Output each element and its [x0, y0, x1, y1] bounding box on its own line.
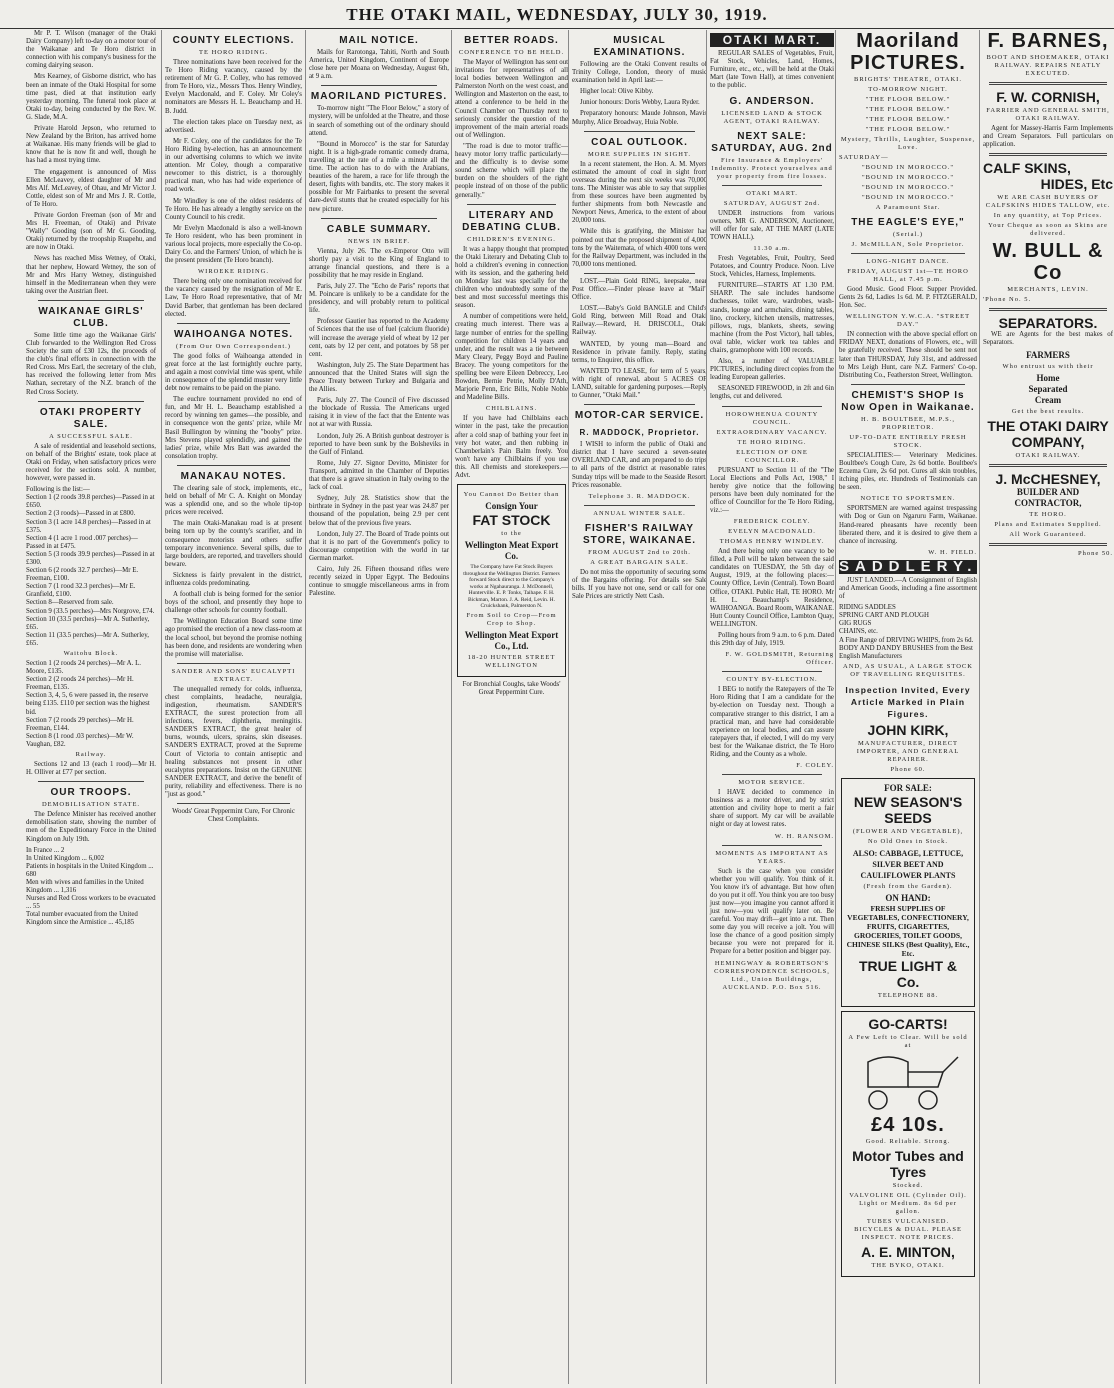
divider — [584, 505, 695, 506]
by-election-heading: COUNTY BY-ELECTION. — [726, 676, 818, 684]
news-paragraph: In a recent statement, the Hon. A. M. Myers estimated the amount of coal in sight from overseas during the next six weeks was 70,000 tons. The Minister was able to say that supplies from these sources have been augmented by further shipments from both Newcastle and Newport News, America, to the extent of about 20,000 tons. — [572, 160, 707, 225]
tomorrow: TO-MORROW NIGHT. — [868, 86, 948, 93]
dance-detail: Good Music. Good Floor. Supper Provided. Gents 2s 6d, Ladies 1s 6d. M. P. FITZGERALD, Hon. Sec. — [839, 286, 977, 310]
motor-tubes: Motor Tubes and Tyres — [852, 1147, 964, 1180]
council-heading: HOROWHENUA COUNTY COUNCIL. — [725, 410, 819, 426]
railway-text: Sections 12 and 13 (each 1 rood)—Mr H. H. Olliver at £77 per section. — [26, 761, 156, 777]
film-title: "BOUND IN MOROCCO." — [861, 184, 955, 191]
vacancy-text: PURSUANT to Section 11 of the "The Local Elections and Polls Act, 1908," I hereby give notice that the following persons have been duly nominated for the office of Councillor for the Te Horo Riding, viz.:— — [710, 466, 834, 514]
serial: (Serial.) — [892, 231, 924, 238]
mail-heading: MAIL NOTICE. — [339, 35, 419, 46]
mart2-text: UNDER instructions from various owners, MR G. ANDERSON, Auctioneer, will offer for sale, AT THE MART (LATE TOWN HALL). — [710, 209, 834, 241]
news-paragraph: Higher local: Olive Kibby. — [580, 88, 654, 96]
cornish-subtitle: FARRIER AND GENERAL SMITH, OTAKI RAILWAY. — [986, 107, 1110, 122]
divider — [38, 300, 144, 301]
list-item: Total number evacuated from the United Kingdom since the Armistice ... 45,185 — [26, 911, 138, 927]
list-item: SPRING CART AND PLOUGH — [839, 612, 930, 620]
gocarts-text: A Few Left to Clear. Will be sold at — [848, 1033, 968, 1049]
list-item: BODY AND DANDY BRUSHES from the Best English Manufacturers — [839, 644, 973, 660]
separators-heading: SEPARATORS. — [998, 315, 1098, 332]
vacancy-election: ELECTION OF ONE COUNCILLOR. — [736, 448, 808, 464]
cable-item: Rome, July 27. Signor Devitto, Minister for Transport, admitted in the Chamber of Deputies that there is a grave situation in Italy owing to the lack of coal. — [309, 459, 449, 492]
tehoro: TE HORO. — [1029, 511, 1067, 519]
theatre-name: BRIGHTS' THEATRE, OTAKI. — [854, 76, 962, 83]
inspection: Inspection Invited, Every Article Marked in Plain Figures. — [845, 684, 971, 719]
film-title: "BOUND IN MOROCCO." — [861, 174, 955, 181]
news-paragraph: Private Gordon Freeman (son of Mr and Mrs H. Freeman, of Otaki) and Private "Wally" Gooding (son of Mr G. Gooding, Otaki) returned by the troopship Ruapehu, and are now in Otaki. — [26, 211, 156, 252]
seeds-fresh: (Fresh from the Garden). — [863, 882, 953, 890]
pictures-text: Also, a number of VALUABLE PICTURES, including direct copies from the leading European galleries. — [710, 358, 834, 382]
troops-subheading: DEMOBILISATION STATE. — [41, 801, 141, 809]
mart2-date: SATURDAY, AUGUST 2nd. — [723, 199, 821, 207]
news-paragraph: The Mayor of Wellington has sent out invitations for representatives of all local bodies between Wellington and Palmerston North on the west coast, and Wellington and Masterton on the east, to attend a conference to be held in the Council Chamber on Thursday next to seriously consider the question of the improvement of the main arterial roads out of Wellington. — [455, 59, 568, 139]
divider — [722, 774, 822, 775]
polling-text: And there being only one vacancy to be filled, a Poll will be taken between the said candidates on TUESDAY, the 5th day of August, 1919, at the following places:— County Office, Levin (Central). Town Board Office, OTAKI. Public Hall, TE HORO. Mr H. L. Beauchamp's Residence, WAIHOANGA. Board Room, WAIKANAE. Hutt County Council Office, Lambton Quay, WELLINGTON. — [710, 548, 834, 628]
wiroeke-text: There being only one nomination received for the vacancy caused by the resignation of Mr E. Law, Te Horo Road representative, that of Mr David Barber, that gentleman has been declared elected. — [165, 278, 302, 318]
list-item: CHAINS, etc. — [839, 628, 878, 636]
fresh-stock: UP-TO-DATE ENTIRELY FRESH STOCK. — [849, 433, 967, 449]
waihoanga-heading: WAIHOANGA NOTES. — [174, 328, 293, 340]
gocarts-ad — [841, 1011, 975, 1277]
divider — [989, 82, 1107, 85]
chemist-heading: CHEMIST'S SHOP Is Now Open in Waikanae. — [841, 389, 975, 413]
separators-text: WE are Agents for the best makes of Separators. — [983, 331, 1113, 347]
kirk-subtitle: MANUFACTURER, DIRECT IMPORTER, AND GENERAL REPAIRER. — [856, 739, 960, 763]
list-item: Section 4 (1 acre 1 rood .007 perches)—Passed in at £475. — [26, 534, 138, 550]
pram-illustration — [848, 1052, 968, 1112]
cable-item: Sydney, July 28. Statistics show that the birthrate in Sydney in the past year was 24.87 per thousand of the population, being 2.9 per cent below that of the previous five years. — [309, 495, 449, 527]
cable-item: Paris, July 27. The Council of Five discussed the blockade of Russia. The Americans urged raising it in view of the fact that the Entente was not at war with Russia. — [309, 397, 449, 429]
kirk-phone: Phone 60. — [890, 765, 926, 773]
pictures-heading: MAORILAND PICTURES. — [310, 91, 448, 103]
column-2 — [161, 30, 302, 1384]
dairy-subtitle: OTAKI RAILWAY. — [1015, 452, 1081, 460]
list-item: RIDING SADDLES — [839, 604, 896, 612]
divider — [722, 671, 822, 672]
telephone: TELEPHONE 88. — [877, 991, 939, 999]
fat-stock-ad — [457, 484, 566, 677]
list-item: Section 6 (2 roods 32.7 perches)—Mr E. Freeman, £100. — [26, 567, 139, 583]
builder: BUILDER AND CONTRACTOR, — [1014, 487, 1082, 509]
list-item: Section 2 (3 roods)—Passed in at £800. — [26, 510, 136, 518]
returning-officer: F. W. GOLDSMITH, Returning Officer. — [725, 651, 834, 667]
plans: Plans and Estimates Supplied. — [994, 521, 1102, 529]
winter-sale: ANNUAL WINTER SALE. — [593, 509, 686, 517]
entrust: Who entrust us with their — [1002, 363, 1094, 371]
classified-ad: LOST.—Baby's Gold BANGLE and Child's Gold Ring, between Mill Road and Otaki Railway.—Reward, H. DRISCOLL, Otaki Railway. — [572, 305, 707, 337]
minton-name: A. E. MINTON, — [861, 1243, 955, 1260]
coley-signature: F. COLEY. — [796, 762, 834, 770]
home: Home — [1036, 373, 1060, 384]
chilblains-text: If you have had Chilblains each winter in the past, take the precaution after a cold snap of bathing your feet in very hot water, and then rubbing in Chamberlain's Pain Balm freely. You won't have any Chilblains if you use this. All chemists and storekeepers.—Advt. — [455, 415, 568, 480]
column-3 — [305, 30, 449, 1384]
manakau-heading: MANAKAU NOTES. — [180, 470, 287, 482]
news-paragraph: Mr P. T. Wilson (manager of the Otaki Dairy Company) left to-day on a motor tour of the Waikanae and Te Horo district in connection with his company's business for the coming dairying season. — [26, 30, 156, 70]
bull-phone: 'Phone No. 5. — [983, 296, 1032, 304]
elections-heading: COUNTY ELECTIONS. — [172, 35, 295, 46]
news-paragraph: Three nominations have been received for the Te Horo Riding vacancy, caused by the retirement of Mr G. P. Colley, who has removed from Te Horo, viz., Messrs Thos. Henry Windley, Evelyn Macdonald, and F. Coley. Mr Coley's nominators are Messrs H. L. Beauchamp and H. B. Judd. — [165, 59, 302, 115]
hemingway: HEMINGWAY & ROBERTSON'S CORRESPONDENCE SCHOOLS, Ltd., Union Buildings, AUCKLAND. P.O. Box 516. — [714, 959, 830, 991]
bull-name: W. BULL & Co — [992, 240, 1104, 285]
list-item: GIG RUGS — [839, 620, 872, 628]
news-paragraph: Following are the Otaki Convent results of Trinity College, London, theory of music examination held in April last:— — [572, 61, 707, 85]
coal-subheading: MORE SUPPLIES IN SIGHT. — [587, 150, 692, 158]
news-paragraph: Preparatory honours: Maude Johnson, Mavis Murphy, Alice Broadway, Huia Noble. — [572, 110, 707, 126]
list-item: Section 3, 4, 5, 6 were passed in, the reserve being £135. £110 per section was the highest bid. — [26, 692, 150, 716]
phone-50: Phone 50. — [1078, 550, 1113, 558]
divider — [321, 218, 437, 219]
list-item: Section 8—Reserved from sale. — [26, 599, 114, 607]
quantity: In any quantity, at Top Prices. — [993, 212, 1103, 220]
divider — [38, 781, 144, 782]
motor-proprietor: R. MADDOCK, Proprietor. — [579, 428, 700, 438]
classified-ad: WANTED TO LEASE, for term of 5 years, with right of renewal, about 5 ACRES OF LAND, suitable for gardening purposes.—Reply to Gunner, "Otaki Mail." — [572, 367, 707, 400]
field-signature: W. H. FIELD. — [928, 548, 977, 556]
divider — [321, 85, 437, 86]
news-paragraph: The good folks of Waihoanga attended in great force at the last fortnightly euchre party, and again a most convivial time was spent, while in consequence of the splendid muster very little debt now remains to be paid on the piano. — [165, 352, 302, 393]
calfskins-heading: CALF SKINS, — [983, 160, 1071, 177]
gocarts-title: GO-CARTS! — [868, 1015, 948, 1032]
separated: Separated — [1028, 384, 1068, 395]
candidate: FREDERICK COLEY. — [733, 518, 811, 526]
column-5 — [568, 30, 707, 1384]
dance-heading: LONG-NIGHT DANCE. — [866, 258, 950, 265]
news-paragraph: To-morrow night "The Floor Below," a story of mystery, will be unfolded at the Theatre, and those in search of something out of the ordinary should attend. — [309, 105, 449, 137]
divider — [177, 663, 290, 664]
on-hand-text: FRESH SUPPLIES OF VEGETABLES, CONFECTIONERY, FRUITS, CIGARETTES, GROCERIES, TOILET GOODS, CHINESE SILKS (Best Quality), Etc., Etc. — [846, 903, 970, 958]
exams-heading: MUSICAL EXAMINATIONS. — [593, 35, 686, 58]
news-paragraph: "Bound in Morocco" is the star for Saturday night. It is a high-grade romantic comedy drama, travelling at the rate of a mile a minute all the time. The action has to do with the Arabians, beauties of the harem, a race for life through the desert, fights with bandits, etc. The story makes it possible for Mr Fairbanks to present the several dare-devil stunts that he created especially for his new picture. — [309, 140, 449, 213]
ad-text: From Soil to Crop—From Crop to Shop. — [466, 611, 557, 627]
list-item: Section 3 (1 acre 14.8 perches)—Passed in at £375. — [26, 518, 151, 534]
maoriland-heading: Maoriland PICTURES. — [850, 30, 966, 74]
buyers: WE ARE CASH BUYERS OF CALFSKINS HIDES TALLOW, etc. — [985, 194, 1111, 210]
best-results: Get the best results. — [1011, 408, 1085, 416]
cable-item: Professor Gautier has reported to the Academy of Sciences that the use of fuel (calcium fluoride) will increase the average yield of wheat by 12 per cent, oats by 12 per cent, and potatoes by 58 per cent. — [309, 318, 449, 358]
column-7 — [835, 30, 977, 1384]
anderson-name: G. ANDERSON. — [729, 95, 815, 107]
fisher-dates: FROM AUGUST 2nd to 20th. — [588, 548, 691, 556]
stocked: Stocked. — [892, 1181, 924, 1189]
news-paragraph: News has reached Miss Wetney, of Otaki, that her nephew, Howard Wetney, the son of Mr and Mrs Harry Wetney, distinguished himself in the Mediterranean when they were taking over the Austrian fleet. — [26, 255, 156, 295]
valvoline: VALVOLINE OIL (Cylinder Oil). Light or Medium. 8s 6d per gallon. — [849, 1191, 967, 1215]
cable-item: Vienna, July 26. The ex-Emperor Otto will shortly pay a visit to the King of England to arrange financial questions, and there is a possibility that he may reside in England. — [309, 247, 449, 279]
moments-text: Such is the case when you consider whether you will qualify. You think of it. You know it's of advantage. But how often do you put it off. You think you are too busy just now—you imagine you cannot afford it just now—you will qualify later on. Be careful. You may drift—get into a rut. Then some day you will receive a jolt. You will lose the chance of a good position simply because you were not prepared for it. Prepare for a better position and bigger pay. — [710, 867, 834, 956]
list-item: Men with wives and families in the United Kingdom ... 1,316 — [26, 878, 144, 895]
list-item: Following is the list:— — [26, 486, 90, 494]
column-1 — [26, 30, 156, 1384]
candidate: EVELYN MACDONALD. — [728, 528, 816, 536]
column-6 — [706, 30, 834, 1384]
list-item: In United Kingdom ... 6,002 — [26, 854, 105, 862]
anderson-title: LICENSED LAND & STOCK AGENT, OTAKI RAILWAY. — [721, 109, 823, 125]
divider — [177, 465, 290, 466]
on-hand-heading: ON HAND: — [885, 892, 931, 903]
kirk-name: JOHN KIRK, — [867, 721, 949, 738]
mart2-heading: OTAKI MART. — [746, 189, 798, 197]
ad-text: You Cannot Do Better than — [463, 491, 560, 499]
motor-text: I WISH to inform the public of Otaki and district that I have secured a seven-seater OVERLAND CAR, and am prepared to do trips to all parts of the district at reasonable rates. Sunday trips will be made to the Seaside Resort. Prices reasonable. — [572, 441, 707, 489]
divider — [989, 308, 1107, 311]
news-paragraph: Sickness is fairly prevalent in the district, influenza colds predominating. — [165, 571, 302, 587]
divider — [467, 204, 556, 205]
roads-subheading: CONFERENCE TO BE HELD. — [458, 49, 565, 56]
masthead — [0, 2, 1114, 29]
motor-heading: MOTOR-CAR SERVICE. — [574, 410, 705, 422]
chilblains-heading: CHILBLAINS. — [485, 405, 538, 413]
literary-heading: LITERARY AND DEBATING CLUB. — [462, 209, 561, 233]
polling-hours: Polling hours from 9 a.m. to 6 p.m. Dated this 29th day of July, 1919. — [710, 632, 834, 648]
divider — [851, 253, 965, 254]
motor-service-heading: MOTOR SERVICE. — [738, 779, 806, 787]
ad-text: Consign Your — [485, 501, 538, 512]
news-paragraph: Private Harold Jepson, who returned to New Zealand by the Briton, has arrived home at Waikanae. His many friends will be glad to know that he is now fit and well, though he has had a most trying time. — [26, 125, 156, 165]
news-paragraph: "The road is due to motor traffic—heavy motor lorry traffic particularly—and the difficulty is to devise some sound scheme which will place the burden on the shoulders of the right people instead of on those of the public generally." — [455, 142, 568, 199]
coal-heading: COAL OUTLOOK. — [591, 136, 688, 148]
waitohu-heading: Waitohu Block. — [63, 650, 119, 657]
film-description: Mystery, Thrills, Laughter, Suspense, Love. — [840, 136, 976, 151]
fisher-subheading: A GREAT BARGAIN SALE. — [590, 558, 689, 566]
list-item: Section 7 (2 roods 29 perches)—Mr H. Freeman, £144. — [26, 716, 134, 732]
mcchesney-name: J. McCHESNEY, — [995, 471, 1101, 488]
proprietor: J. McMILLAN, Sole Proprietor. — [851, 241, 965, 248]
dairy-name: THE OTAKI DAIRY COMPANY, — [987, 418, 1109, 451]
barnes-name: F. BARNES, — [987, 30, 1109, 52]
column-8 — [979, 30, 1113, 1384]
waitohu-list — [26, 660, 156, 749]
news-paragraph: Junior honours: Doris Webby, Laura Ryder. — [580, 99, 700, 107]
news-paragraph: Mr F. Coley, one of the candidates for the Te Horo Riding by-election, has an announcement in our advertising columns to which we invite attention. Mr Coley, though a comparative newcomer to this district, is a thoroughly practical man, who has had wide experience of road work. — [165, 137, 302, 194]
ransom-signature: W. H. RANSOM. — [774, 832, 834, 840]
divider — [584, 404, 695, 405]
news-paragraph: It was a happy thought that prompted the Otaki Literary and Debating Club to hold a children's evening in connection with its session, and the gathering held on Monday last was specially for the children who undoubtedly some of the best and most successful meetings this season. — [455, 245, 568, 310]
literary-subheading: CHILDREN'S EVENING. — [467, 235, 556, 243]
sander-text: The unequalled remedy for colds, influenza, chest complaints, headache, neuralgia, indigestion, rheumatism. SANDER'S EXTRACT, the surest protection from all infections, fevers, diphtheria, meningitis. SANDER'S EXTRACT, the great healer of burns, wounds, ulcers, sprains, skin diseases. SANDER'S EXTRACT, proved at the Supreme Court of Victoria to contain antiseptic and healing substances not present in other eucalyptus preparations. Insist on the GENUINE SANDER EXTRACT, and derive the benefit of purity, reliability and effectiveness. There is no "just as good." — [165, 685, 302, 799]
cheque: Your Cheque as soon as Skins are delivered. — [988, 222, 1108, 238]
news-paragraph: A football club is being formed for the senior boys of the school, and presently they hope to challenge other schools for country football. — [165, 591, 302, 615]
woods-ad: For Bronchial Coughs, take Woods' Great Peppermint Cure. — [462, 680, 561, 696]
next-sale: NEXT SALE: SATURDAY, AUG. 2nd — [711, 130, 833, 154]
cable-item: London, July 27. The Board of Trade points out that it is no part of the Government's policy to discourage competition with the world in tar German market. — [309, 530, 449, 562]
property-text: A sale of residential and leasehold sections, on behalf of the Brights' estate, took place at Otaki on Friday, when satisfactory prices were received for the sections sold. A number, however, were passed in. — [26, 442, 156, 483]
girls-club-text: Some little time ago the Waikanae Girls' Club forwarded to the Wellington Red Cross Society the sum of £30 12s, the proceeds of the club's final efforts in connection with the Red Cross. Mrs Earl, the secretary of the club, has received the following letter from Mrs Nathan, secretary of the N.Z. branch of the Red Cross Society. — [26, 331, 156, 396]
news-paragraph: The euchre tournament provided no end of fun, and Mr H. L. Beauchamp established a record by winning ten games—the possible, and in consequence won the gents' prize, while Mr Basil Bullington by winning the "booby" prize. Mrs Stevens played splendidly, and gained the ladies' prize, while Mrs Batt was awarded the consolation trophy. — [165, 396, 302, 460]
seeds-title: NEW SEASON'S SEEDS — [853, 793, 963, 826]
property-list — [26, 486, 156, 648]
classified-ad: LOST.—Plain Gold RING, keepsake, near Post Office.—Finder please leave at "Mail" Office. — [572, 277, 707, 302]
candidate: THOMAS HENRY WINDLEY. — [719, 538, 825, 546]
column-4 — [451, 30, 568, 1384]
masthead-title: THE OTAKI MAIL, WEDNESDAY, JULY 30, 1919. — [346, 5, 768, 24]
guaranteed: All Work Guaranteed. — [1009, 531, 1087, 539]
cable-item: London, July 26. A British gunboat destroyer is reported to have been sunk by the Bolsheviks in the Gulf of Finland. — [309, 432, 449, 456]
seeds-also: ALSO: CABBAGE, LETTUCE, SILVER BEET AND CAULIFLOWER PLANTS — [852, 848, 964, 880]
motor-phone: Telephone 3. R. MADDOCK. — [588, 492, 691, 500]
list-item: Section 10 (33.5 perches)—Mr A. Sutherley, £65. — [26, 615, 150, 631]
byko: THE BYKO, OTAKI. — [871, 1261, 945, 1269]
ywca-text: IN connection with the above special effort on FRIDAY NEXT, donations of Flowers, etc., will be gratefully received. These should be sent not later than THURSDAY, July 31st, and addressed to Mrs Leigh Hunt, care N.Z. Farmers' Co-op. Distributing Co., Featherston Street, Wellington. — [839, 331, 977, 379]
hides-heading: HIDES, Etc — [1040, 176, 1113, 193]
specialities-text: SPECIALITIES:— Veterinary Medicines. Boultbee's Cough Cure, 2s 6d bottle. Boultbee's Eczema Cure, 2s 6d pot. Cures all skin troubles, itching piles, etc. Hundreds of Testimonials can be seen. — [839, 451, 977, 492]
seeds-heading: FOR SALE: — [884, 782, 932, 793]
otaki-mart-heading: OTAKI MART. — [710, 33, 834, 47]
cable-heading: CABLE SUMMARY. — [326, 223, 432, 235]
film-title: "THE FLOOR BELOW." — [865, 96, 951, 103]
dance-date: FRIDAY, AUGUST 1st—TE HORO HALL, at 7.45 p.m. — [847, 268, 969, 283]
list-item: In France ... 2 — [26, 846, 65, 854]
property-heading: OTAKI PROPERTY SALE. — [39, 406, 143, 430]
list-item: Section 1 (2 roods 24 perches)—Mr A. L. Moore, £135. — [26, 660, 142, 676]
list-item: Section 2 (2 roods 24 perches)—Mr H. Freeman, £135. — [26, 676, 134, 692]
ad-text: to the — [501, 530, 522, 538]
property-subheading: A SUCCESSFUL SALE. — [49, 432, 133, 440]
divider — [851, 384, 965, 385]
list-item: Section 1 (2 roods 39.8 perches)—Passed in at £650. — [26, 494, 155, 510]
news-paragraph: A number of competitions were held, creating much interest. There was a large number of entries for the spelling competition for children 14 years and under, and the result was a tie between Mary Cleary, Peggy Boyd and Pauline Bracey. The young competitors for the spelling bee were Eileen Debreccy, Leo Bowden, Bernie Petrie, Molly D'Ath, Marjorie Penn, Eric Bills, Noble Noble and Madeline Bills. — [455, 313, 568, 402]
ad-company: Wellington Meat Export Co. — [464, 540, 559, 562]
seeds-ad — [841, 778, 975, 1007]
troops-text: The Defence Minister has received another demobilisation state, showing the number of men of the Expeditionary Force in the United Kingdom on July 19th. — [26, 811, 156, 843]
girls-club-heading: WAIKANAE GIRLS' CLUB. — [38, 305, 144, 329]
divider — [722, 406, 822, 407]
ad-company: Wellington Meat Export Co., Ltd. — [464, 629, 559, 651]
news-paragraph: Mr Windley is one of the oldest residents of Te Horo. He has already a lengthy service on the County Council to his credit. — [165, 197, 302, 221]
mart2-items: Fresh Vegetables, Fruit, Poultry, Seed Potatoes, and Country Produce. Noon. Live Stock, Vehicles, Harness, Implements. — [710, 254, 834, 279]
fisher-heading: FISHER'S RAILWAY STORE, WAIKANAE. — [582, 522, 697, 546]
mail-text: Mails for Rarotonga, Tahiti, North and South America, United Kingdom, Continent of Europe close here per Moana on Wednesday, August 6th, at 9 a.m. — [309, 49, 449, 81]
divider — [989, 464, 1107, 467]
news-paragraph: The election takes place on Tuesday next, as advertised. — [165, 118, 302, 134]
ad-title: FAT STOCK — [472, 512, 551, 529]
farmers: FARMERS — [1026, 350, 1070, 361]
vacancy-heading: EXTRAORDINARY VACANCY. — [716, 428, 828, 436]
list-item: Patients in hospitals in the United Kingdom ... 680 — [26, 862, 154, 878]
saturday: SATURDAY— — [839, 154, 889, 161]
saddlery-banner: SADDLERY. — [839, 557, 977, 575]
news-paragraph: While this is gratifying, the Minister has pointed out that the proposed shipment of 4,000 tons by the Waitemata, of which 4000 tons were for the Railway Department, was included in the 70,000 tons mentioned. — [572, 228, 707, 268]
ad-address: 18-20 HUNTER STREET WELLINGTON — [467, 653, 556, 669]
divider — [722, 845, 822, 846]
list-item: Nurses and Red Cross workers to be evacuated ... 55 — [26, 895, 156, 911]
sportsmen-text: SPORTSMEN are warned against trespassing with Dog or Gun on Ngaruru Farm, Waikanae. Hand-reared pheasants have recently been liberated there, and it is desired to give them a chance of increasing. — [839, 505, 977, 545]
news-paragraph: Mrs Kearney, of Gisborne district, who has been an inmate of the Otaki Hospital for some time past, died at that institution early yesterday morning. The funeral took place at Otaki to-day, being conducted by the Rev. W. G. Slade, M.A. — [26, 73, 156, 121]
list-item: Section 5 (3 roods 39.9 perches)—Passed in at £300. — [26, 550, 155, 566]
news-paragraph: The Wellington Education Board some time ago promised the erection of a new class-room at the local school, but beyond the promise nothing has been done, and residents are wondering when the promise will materialise. — [165, 618, 302, 658]
news-paragraph: The engagement is announced of Miss Ellen McLeavey, eldest daughter of Mr and Mrs Alf. McLeavey, of Ohau, and Mr Victor J. Cottle, eldest son of Mr and Mrs J. R. Cottle, of Te Horo. — [26, 168, 156, 208]
paramount: A Paramount Star. — [875, 204, 941, 211]
coley-text: I BEG to notify the Ratepayers of the Te Horo Riding that I am a candidate for the by-election on Tuesday next. Though a comparative stranger to this district, I am a practical man, and have had considerable experience on local bodies, and can assure ratepayers that, if elected, I will do my very best for the Waikanae district, the Te Horo Riding, and the County as a whole. — [710, 686, 834, 758]
ransom-text: I HAVE decided to commence in business as a motor driver, and by strict attention and civility hope to merit a fair share of support. My car will be available night or day at lowest rates. — [710, 789, 834, 829]
ad-agents: The Company have Fat Stock Buyers throughout the Wellington District. Farmers forward Stock direct to the Company's works at Ngahauranga. J. McDonnell, Hunterville. E. P. Tonks, Taihape. F. H. Bickman, Marton. J. A. Reid, Levin. H. Cruickshank, Palmerston N. — [463, 564, 560, 610]
mart-text: REGULAR SALES of Vegetables, Fruit, Fat Stock, Vehicles, Land, Homes, Furniture, etc., etc., will be held at the Otaki Mart (late Town Hall), at times convenient to the public. — [710, 50, 834, 90]
cable-item: Cairo, July 26. Fifteen thousand rifles were recently seized in Upper Egypt. The Bedouins continue to smuggle miscellaneous arms in from Palestine. — [309, 565, 449, 598]
cable-subheading: NEWS IN BRIEF. — [347, 237, 411, 245]
vacancy-subheading: TE HORO RIDING. — [737, 438, 807, 446]
divider — [584, 273, 695, 274]
cream: Cream — [1034, 395, 1062, 406]
sander-heading: SANDER AND SONS' EUCALYPTI EXTRACT. — [171, 667, 296, 683]
seeds-old: No Old Ones in Stock. — [867, 837, 949, 845]
gocarts-good: Good. Reliable. Strong. — [865, 1137, 951, 1145]
divider — [38, 401, 144, 402]
list-item: Section 8 (1 rood .03 perches)—Mr W. Vaughan, £82. — [26, 732, 134, 748]
te-horo-subheading: TE HORO RIDING. — [199, 49, 268, 56]
gocarts-price: £4 10s. — [871, 1113, 945, 1136]
chemist-proprietor: H. B. BOULTBEE, M.P.S., PROPRIETOR. — [861, 415, 955, 431]
moments-heading: MOMENTS AS IMPORTANT AS YEARS. — [715, 849, 829, 865]
sportsmen-heading: NOTICE TO SPORTSMEN. — [860, 495, 956, 503]
classified-ad: WANTED, by young man—Board and Residence in private family. Reply, stating terms, to Enquirer, this office. — [572, 340, 707, 364]
wiroeke-subheading: WIROEKE RIDING. — [198, 268, 269, 276]
news-paragraph: Mr Evelyn Macdonald is also a well-known Te Horo resident, who has been prominent in various local projects, more especially the Co-op. Dairy Co. and the Farmers' Union, of which he is the present president (Te Horo branch). — [165, 224, 302, 265]
roads-heading: BETTER ROADS. — [464, 35, 559, 46]
divider — [584, 131, 695, 132]
news-paragraph: The clearing sale of stock, implements, etc., held on behalf of Mr C. A. Knight on Monday was a splendid one, and so the whole tip-top prices were received. — [165, 484, 302, 517]
saddlery-text: JUST LANDED.—A Consignment of English and American Goods, including a fine assortment of — [839, 576, 977, 601]
furniture-text: FURNITURE—STARTS AT 1.30 P.M. SHARP. The sale includes handsome duchesses, toilet ware, wardrobes, wash-stands, lounge and armchairs, dining tables, lino, crockery, kitchen utensils, mattresses, pillows, rugs, blankets, sheets, sewing machine (from the Post Victor), hall tables, oval table, wicker work tea tables and chairs, gramophone with 100 records. — [710, 282, 834, 354]
list-item: Section 7 (1 rood 32.3 perches)—Mr E. Granfield, £100. — [26, 583, 136, 599]
woods-ad: Woods' Great Peppermint Cure, For Chronic Chest Complaints. — [172, 808, 295, 824]
firewood-text: SEASONED FIREWOOD, in 2ft and 6in lengths, cut and delivered. — [710, 385, 834, 401]
cable-item: Paris, July 27. The "Echo de Paris" reports that M. Poincare is unlikely to be a candidate for the presidency, and will probably return to political life. — [309, 282, 449, 315]
saddlery-items — [839, 604, 977, 661]
film-title: "BOUND IN MOROCCO." — [861, 194, 955, 201]
film-title: "THE FLOOR BELOW." — [865, 116, 951, 123]
list-item: A Fine Range of DRIVING WHIPS, from 2s 6d. — [839, 636, 974, 644]
eagle-title: THE EAGLE'S EYE," — [851, 217, 965, 228]
waihoanga-subheading: (From Our Own Correspondent.) — [176, 342, 291, 350]
film-title: "THE FLOOR BELOW." — [865, 106, 951, 113]
ywca-heading: WELLINGTON Y.W.C.A. "STREET DAY." — [845, 313, 971, 329]
divider — [177, 323, 290, 324]
list-item: Section 11 (33.5 perches)—Mr A. Sutherley, £65. — [26, 631, 149, 647]
cable-item: Washington, July 25. The State Department has announced that the United States will sign the Peace Treaty between Turkey and Bulgaria and the Allies. — [309, 361, 449, 394]
list-item: Section 9 (33.5 perches)—Mrs Norgrove, £74. — [26, 607, 155, 615]
barnes-subtitle: BOOT AND SHOEMAKER, OTAKI RAILWAY. REPAIRS NEATLY EXECUTED. — [986, 54, 1110, 77]
film-title: "THE FLOOR BELOW." — [865, 126, 951, 133]
divider — [989, 543, 1107, 546]
cornish-name: F. W. CORNISH, — [996, 89, 1100, 105]
film-title: "BOUND IN MOROCCO." — [861, 164, 955, 171]
saddlery-also: AND, AS USUAL, A LARGE STOCK OF TRAVELLING REQUISITES. — [843, 662, 973, 678]
cornish-text: Agent for Massey-Harris Farm Implements and Cream Separators. Full particulars on application. — [983, 125, 1113, 149]
troops-list — [26, 847, 156, 928]
divider — [989, 153, 1107, 156]
insurance: Fire Insurance & Employers' Indemnity. Protect yourselves and your property from fire losses. — [711, 156, 833, 180]
news-paragraph: The main Otaki-Manakau road is at present being torn up by the county's scarifier, and in consequence motorists and others suffer temporary inconvenience. Several spills, due to large boulders, are reported, and travellers should beware. — [165, 520, 302, 568]
true-light: TRUE LIGHT & Co. — [859, 957, 957, 990]
mart2-time: 11.30 a.m. — [753, 244, 791, 252]
seeds-sub: (FLOWER AND VEGETABLE), — [852, 827, 964, 835]
divider — [722, 185, 822, 186]
bull-subtitle: MERCHANTS, LEVIN. — [1007, 286, 1089, 294]
troops-heading: OUR TROOPS. — [50, 787, 132, 799]
fisher-text: Do not miss the opportunity of securing some of the Bargains offering. For details see Sale bills. If you have not one, send or call for one. Sale Prices are strictly Nett Cash. — [572, 568, 707, 601]
divider — [177, 803, 290, 804]
vulcanised: TUBES VULCANISED. BICYCLES & DUAL. PLEASE INSPECT. NOTE PRICES. — [854, 1217, 962, 1241]
railway-heading: Railway. — [75, 751, 107, 759]
